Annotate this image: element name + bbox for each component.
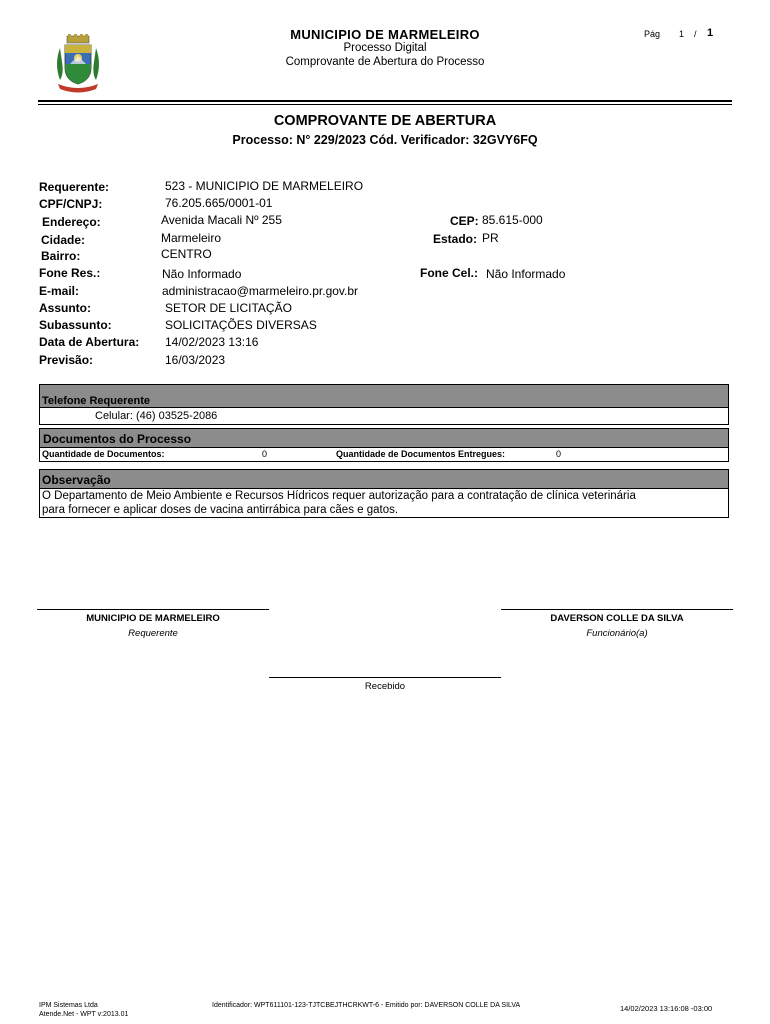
subassunto-label: Subassunto: — [39, 318, 112, 332]
header-divider — [38, 100, 732, 102]
subassunto-value: SOLICITAÇÕES DIVERSAS — [165, 318, 317, 332]
signature-line-recebido — [269, 677, 501, 678]
page-label: Pág — [644, 29, 661, 39]
qtd-documentos-value: 0 — [262, 449, 268, 459]
email-label: E-mail: — [39, 284, 80, 298]
process-number: Processo: N° 229/2023 Cód. Verificador: 32GVY6FQ — [232, 133, 538, 147]
endereco-label: Endereço: — [42, 215, 101, 229]
footer-version: Atende.Net - WPT v:2013.01 — [39, 1011, 129, 1018]
signature-role-requerente: Requerente — [128, 628, 178, 639]
document-title: COMPROVANTE DE ABERTURA — [273, 113, 497, 129]
previsao-label: Previsão: — [39, 353, 94, 367]
cep-value: 85.615-000 — [482, 213, 543, 227]
municipality-title: MUNICIPIO DE MARMELEIRO — [290, 27, 480, 42]
coat-of-arms-logo — [52, 34, 104, 94]
signature-label-recebido: Recebido — [364, 681, 406, 692]
observacao-text-line2: para fornecer e aplicar doses de vacina antirrábica para cães e gatos. — [42, 504, 399, 516]
bairro-label: Bairro: — [41, 249, 81, 263]
documentos-box — [39, 428, 729, 462]
header-divider-thin — [38, 104, 732, 105]
endereco-value: Avenida Macali Nº 255 — [161, 213, 282, 227]
signature-role-funcionario: Funcionário(a) — [586, 628, 648, 639]
fone-res-label: Fone Res.: — [39, 266, 101, 280]
estado-label: Estado: — [433, 232, 478, 246]
fone-cel-value: Não Informado — [486, 267, 566, 281]
cpf-label: CPF/CNPJ: — [39, 197, 103, 211]
page-separator: / — [694, 29, 697, 39]
assunto-value: SETOR DE LICITAÇÃO — [165, 301, 292, 315]
signature-name-requerente: MUNICIPIO DE MARMELEIRO — [86, 613, 220, 624]
cep-label: CEP: — [450, 214, 479, 228]
telefone-box — [39, 384, 729, 425]
page-current: 1 — [679, 29, 685, 39]
requerente-value: 523 - MUNICIPIO DE MARMELEIRO — [165, 179, 364, 193]
assunto-label: Assunto: — [39, 301, 91, 315]
signature-name-funcionario: DAVERSON COLLE DA SILVA — [550, 613, 684, 624]
cpf-value: 76.205.665/0001-01 — [165, 196, 273, 210]
signature-line-funcionario — [501, 609, 733, 610]
fone-cel-label: Fone Cel.: — [420, 266, 479, 280]
cidade-label: Cidade: — [41, 233, 86, 247]
telefone-box-title: Telefone Requerente — [40, 385, 728, 408]
documentos-box-title: Documentos do Processo — [40, 429, 728, 448]
previsao-value: 16/03/2023 — [165, 353, 226, 367]
estado-value: PR — [482, 231, 499, 245]
signature-line-requerente — [37, 609, 269, 610]
telefone-entry: Celular: (46) 03525-2086 — [95, 410, 218, 422]
requerente-label: Requerente: — [39, 180, 110, 194]
email-value: administracao@marmeleiro.pr.gov.br — [162, 284, 359, 298]
header-subtitle-receipt: Comprovante de Abertura do Processo — [285, 56, 485, 68]
abertura-value: 14/02/2023 13:16 — [165, 335, 259, 349]
observacao-box-title: Observação — [40, 470, 728, 489]
footer-company: IPM Sistemas Ltda — [39, 1002, 98, 1009]
qtd-documentos-label: Quantidade de Documentos: — [42, 449, 165, 459]
footer-identifier: Identificador: WPT611101-123-TJTCBEJTHCRKWT-6 - Emitido por: DAVERSON COLLE DA SILVA — [212, 1002, 521, 1009]
abertura-label: Data de Abertura: — [39, 335, 140, 349]
footer-timestamp: 14/02/2023 13:16:08 -03:00 — [620, 1004, 713, 1013]
qtd-entregues-label: Quantidade de Documentos Entregues: — [336, 449, 506, 459]
observacao-text-line1: O Departamento de Meio Ambiente e Recursos Hídricos requer autorização para a contratação de clínica veterinária — [42, 490, 636, 502]
bairro-value: CENTRO — [161, 247, 212, 261]
cidade-value: Marmeleiro — [161, 231, 222, 245]
observacao-box — [39, 469, 729, 518]
fone-res-value: Não Informado — [162, 267, 242, 281]
page-total: 1 — [707, 27, 714, 39]
header-subtitle-digital: Processo Digital — [343, 42, 427, 54]
qtd-entregues-value: 0 — [556, 449, 562, 459]
